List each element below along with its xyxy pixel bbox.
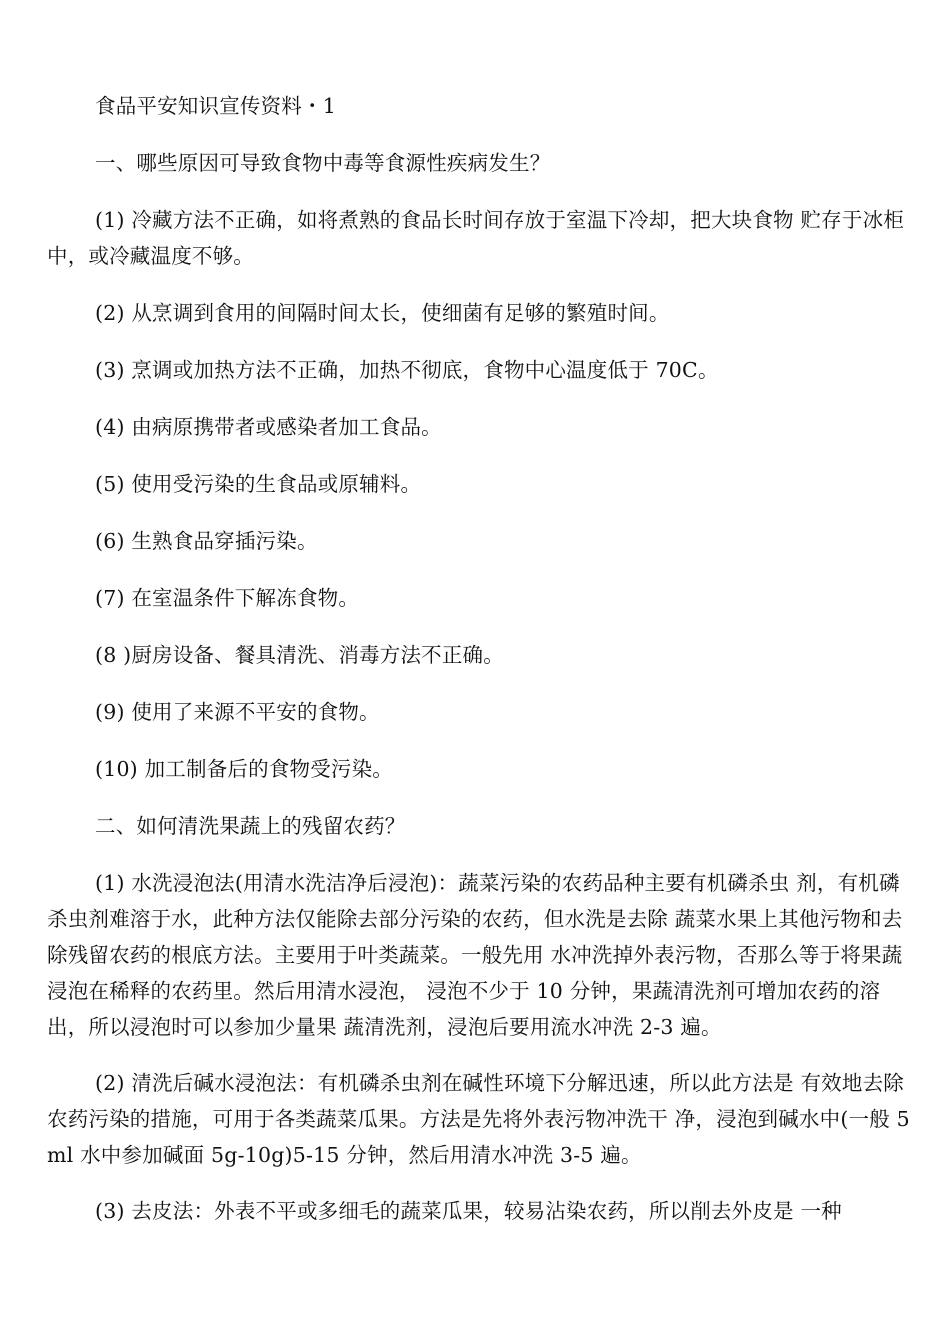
list-item: (6) 生熟食品穿插污染。 (95, 529, 318, 553)
list-item: (4) 由病原携带者或感染者加工食品。 (95, 415, 442, 439)
list-item: (1) 水洗浸泡法(用清水洗洁净后浸泡)：蔬菜污染的农药品种主要有机磷杀虫 剂，有机磷杀虫剂难溶于水，此种方法仅能除去部分污染的农药，但水洗是去除 蔬菜水果上其他污物和去除残留农药的根底方法。主要用于叶类蔬菜。一般先用 水冲洗掉外表污物，否那么等于将果蔬浸泡在稀释的农药里。然后用清水浸泡， 浸泡不少于 10 分钟，果蔬清洗剂可增加农药的溶出，所以浸泡时可以参加少量果 蔬清洗剂，浸泡后要用流水冲洗 2-3 遍。 (47, 871, 903, 1039)
list-item: (10) 加工制备后的食物受污染。 (95, 757, 393, 781)
list-item: (7) 在室温条件下解冻食物。 (95, 586, 360, 610)
section-heading-washing: 二、如何清洗果蔬上的残留农药？ (95, 814, 406, 838)
list-item: (5) 使用受污染的生食品或原辅料。 (95, 472, 422, 496)
section-heading-causes: 一、哪些原因可导致食物中毒等食源性疾病发生？ (95, 151, 551, 175)
list-item: (3) 烹调或加热方法不正确，加热不彻底，食物中心温度低于 70C。 (95, 358, 719, 382)
list-item: (3) 去皮法：外表不平或多细毛的蔬菜瓜果，较易沾染农药，所以削去外皮是 一种 (95, 1199, 842, 1223)
list-item: (2) 清洗后碱水浸泡法：有机磷杀虫剂在碱性环境下分解迅速，所以此方法是 有效地去除农药污染的措施，可用于各类蔬菜瓜果。方法是先将外表污物冲洗干 净，浸泡到碱水中(一般 5ml 水中参加碱面 5g-10g)5-15 分钟，然后用清水冲洗 3-5 遍。 (47, 1071, 910, 1167)
document-title: 食品平安知识宣传资料・1 (95, 94, 336, 118)
list-item: (8 )厨房设备、餐具清洗、消毒方法不正确。 (95, 643, 504, 667)
list-item: (2) 从烹调到食用的间隔时间太长，使细菌有足够的繁殖时间。 (95, 301, 670, 325)
document-page (47, 88, 919, 1229)
list-item: (9) 使用了来源不平安的食物。 (95, 700, 380, 724)
list-item: (1) 冷藏方法不正确，如将煮熟的食品长时间存放于室温下冷却，把大块食物 贮存于冰柜中，或冷藏温度不够。 (47, 208, 904, 268)
